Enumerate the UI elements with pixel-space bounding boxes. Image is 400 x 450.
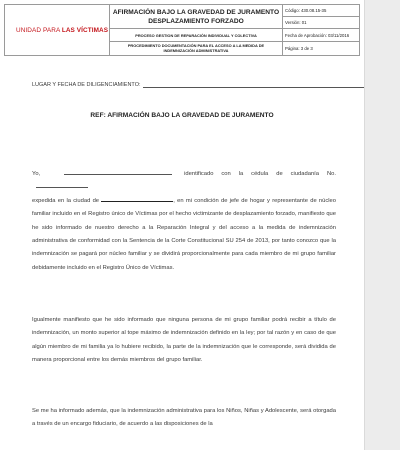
paragraph-3: Se me ha informado además, que la indemnización administrativa para los Niños, Niñas y Adolescente, será otorgada a través de un encargo fiduciario, de acuerdo a las disposiciones de la (32, 408, 336, 428)
procedure-cell (110, 41, 283, 55)
version-cell: Versión: 01 (283, 17, 360, 29)
city-blank[interactable] (101, 195, 173, 202)
id-number-blank[interactable] (36, 181, 88, 188)
process-cell (110, 29, 283, 41)
name-blank[interactable] (64, 168, 172, 175)
identificado-text: identificado con la cédula de ciudadanía No. (184, 171, 336, 177)
approval-date-cell: Fecha de Aprobación: 03/11/2016 (283, 29, 360, 41)
process-name: PROCESO GESTION DE REPARACIÓN INDIVIDUAL Y COLECTIVA (135, 32, 257, 38)
procedure-line-1: PROCEDIMIENTO DOCUMENTACIÓN PARA EL ACCESO A LA MEDIDA DE (127, 43, 265, 49)
yo-label: Yo, (32, 171, 41, 177)
document-subtitle: DESPLAZAMIENTO FORZADO (148, 17, 244, 25)
paragraph-2: Igualmente manifiesto que he sido informado que ninguna persona de mi grupo familiar podrá recibir a título de indemnización, un monto superior al tope máximo de indemnización definido en la ley; por tal razón y en caso de que algún miembro de mi familia ya lo hubiere recibido, la parte de la indemnización que le corresponde, será dividida de manera proporcional entre los demás miembros del grupo familiar. (32, 317, 336, 364)
viewer-scrollbar[interactable] (364, 0, 400, 450)
document-header-table (4, 4, 360, 56)
place-date-field (32, 81, 364, 88)
unidad-victimas-logo (7, 23, 107, 37)
logo-cell (5, 5, 110, 56)
document-title: AFIRMACIÓN BAJO LA GRAVEDAD DE JURAMENTO (112, 8, 280, 16)
expedida-text: expedida en la ciudad de (32, 197, 100, 204)
code-cell: Código: 430.08.15-35 (283, 5, 360, 17)
procedure-line-2: INDEMNIZACIÓN ADMINISTRATIVA (163, 48, 229, 54)
reference-heading: REF: AFIRMACIÓN BAJO LA GRAVEDAD DE JURAMENTO (90, 112, 274, 119)
pages-cell: Página: 3 de 3 (283, 41, 360, 55)
logo-text: UNIDAD PARA LAS VÍCTIMAS (16, 26, 109, 34)
place-date-label: LUGAR Y FECHA DE DILIGENCIAMIENTO: (32, 82, 141, 88)
title-cell (110, 5, 283, 29)
paragraph-1 (32, 168, 336, 275)
place-date-blank[interactable] (143, 81, 365, 88)
paragraph-1-rest: , en mi condición de jefe de hogar y representante de núcleo familiar incluido en el Registro único de Víctimas por el hecho victimizante de desplazamiento forzado, manifiesto que he sido informado de nuestro derecho a la Reparación Integral y del acceso a la medida de indemnización administrativa de conformidad con la Sentencia de la Corte Constitucional SU 254 de 2013, por tanto conozco que la indemnización se pagará por núcleo familiar y se dividirá proporcionalmente para cada miembro de mi grupo familiar debidamente incluido en el Registro Único de Víctimas. (32, 197, 336, 271)
